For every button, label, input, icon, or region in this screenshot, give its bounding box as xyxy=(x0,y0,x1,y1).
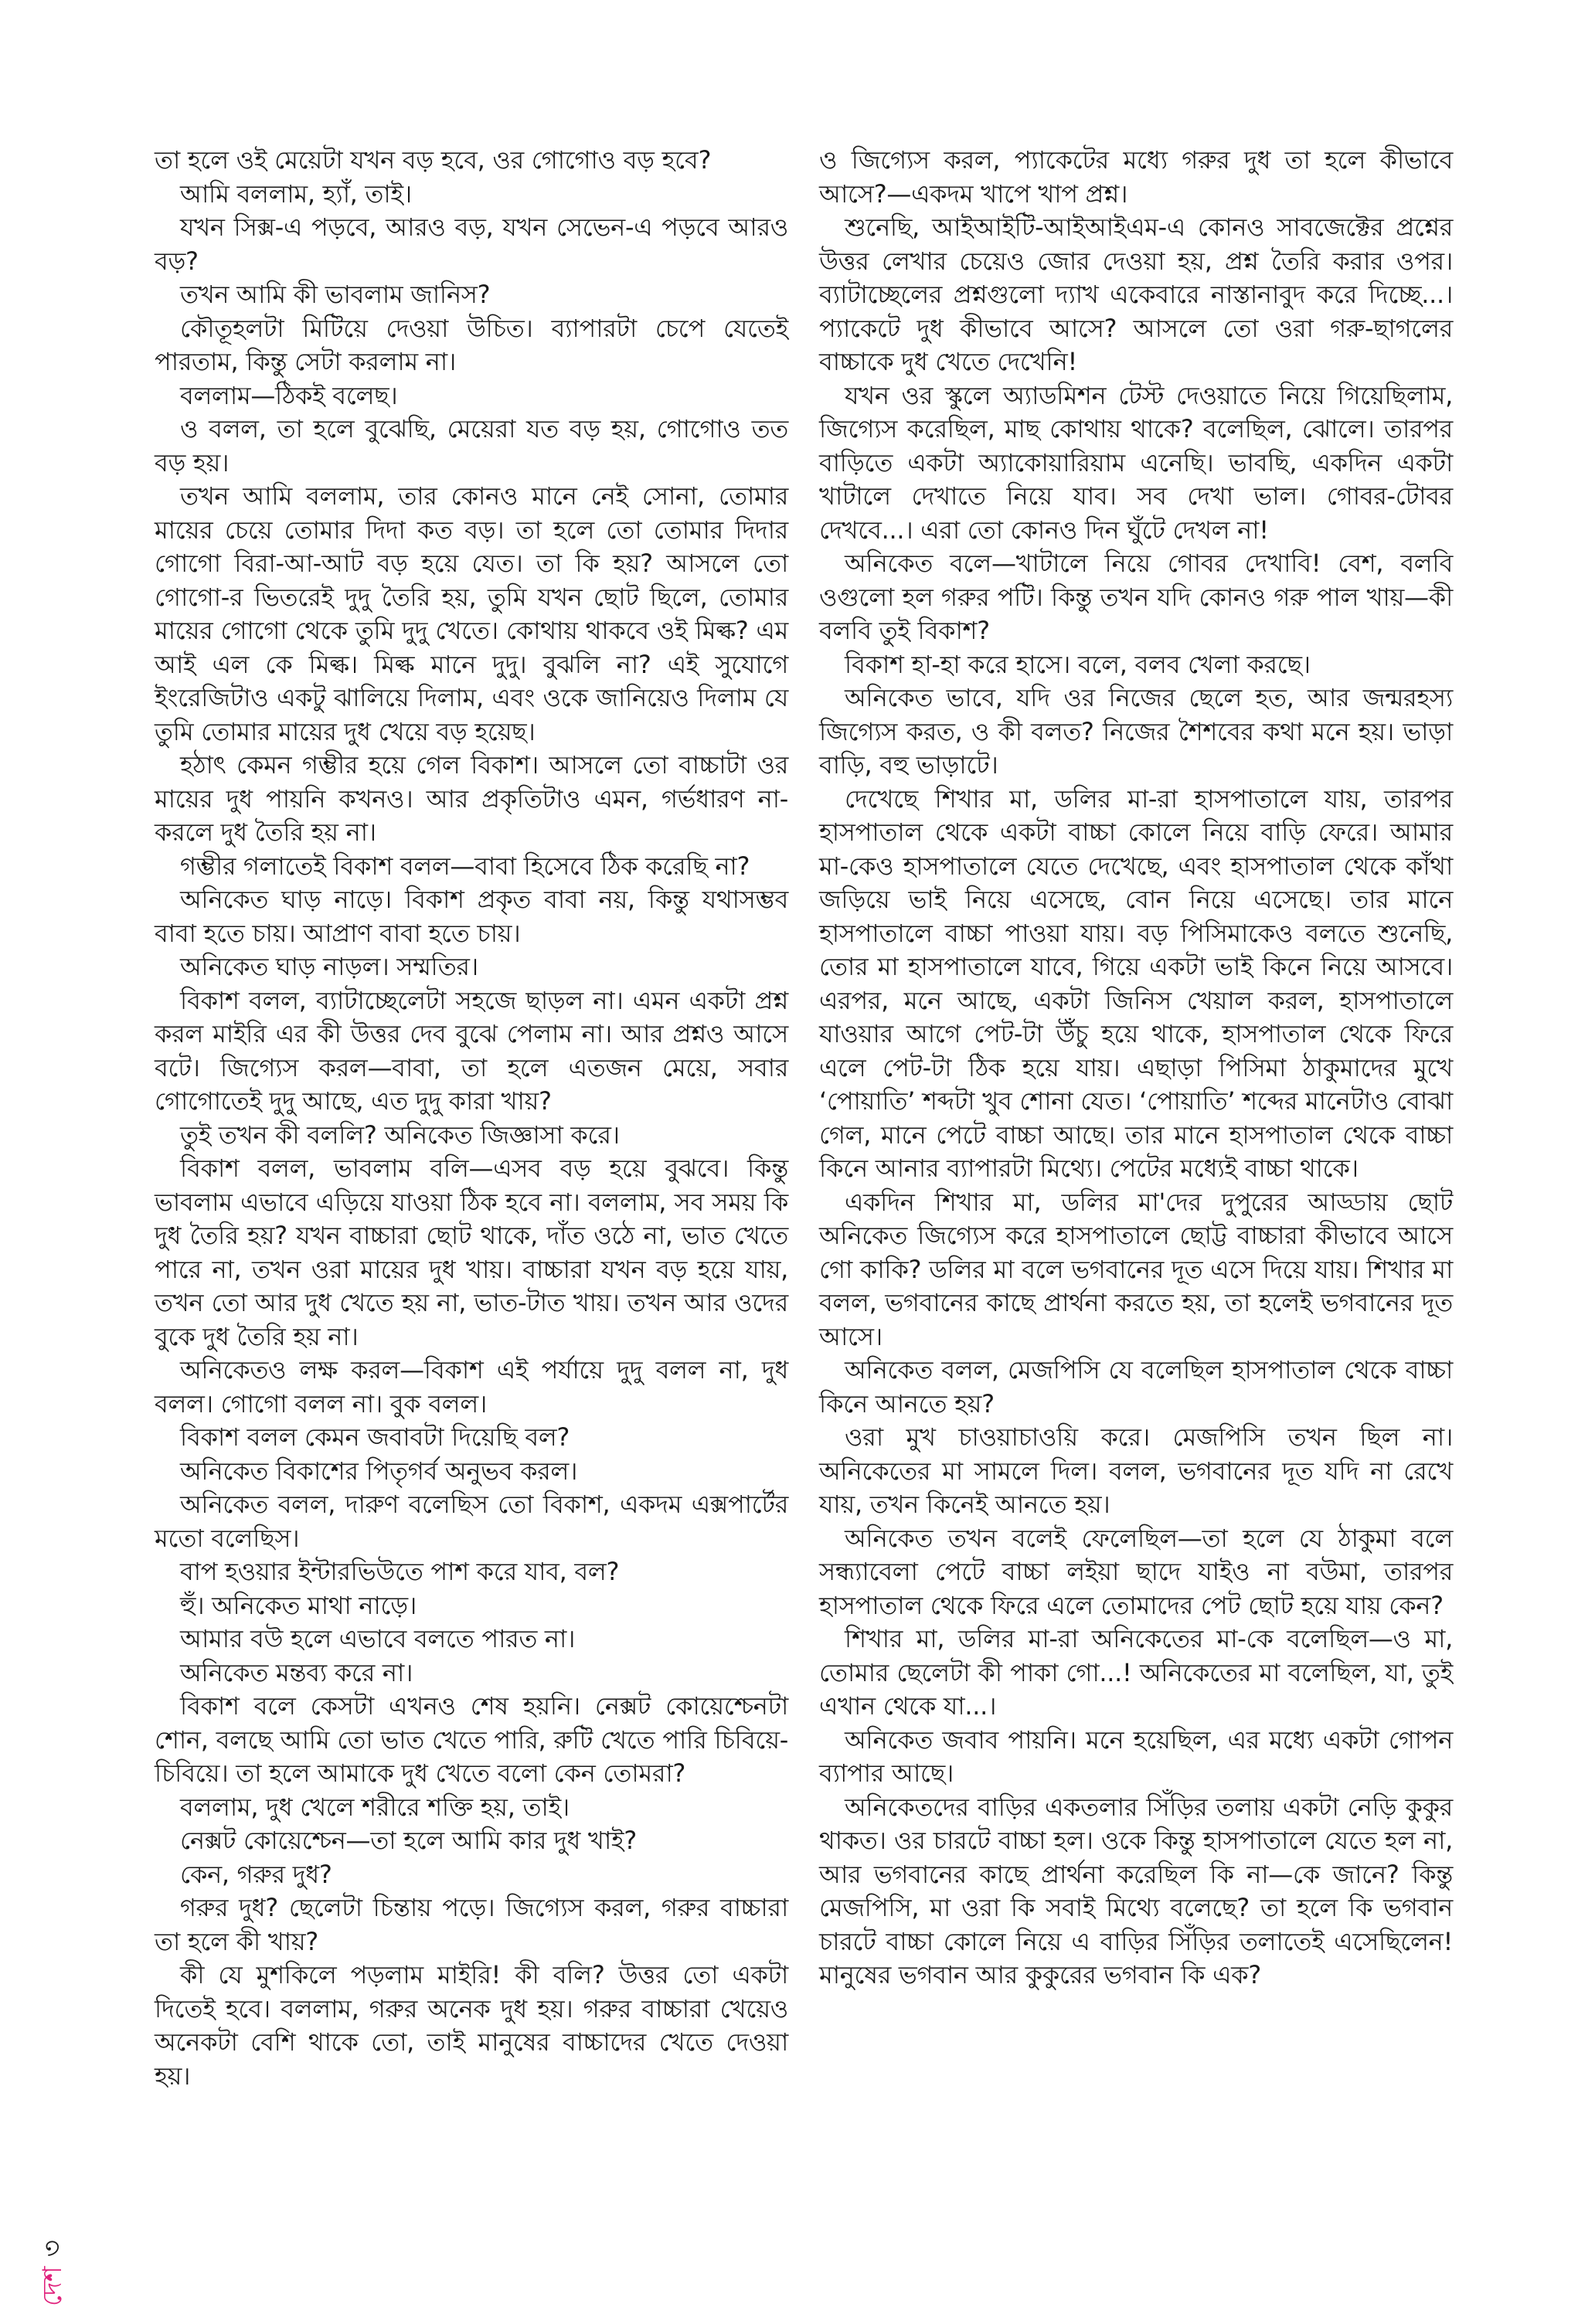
paragraph: গরুর দুধ? ছেলেটা চিন্তায় পড়ে। জিগ্যেস করল, গরুর বাচ্চারা তা হলে কী খায়? xyxy=(155,1893,788,1956)
paragraph: গম্ভীর গলাতেই বিকাশ বলল—বাবা হিসেবে ঠিক করেছি না? xyxy=(180,851,750,881)
paragraph: বললাম—ঠিকই বলেছ। xyxy=(180,380,398,410)
paragraph: বাপ হওয়ার ইন্টারভিউতে পাশ করে যাব, বল? xyxy=(180,1557,620,1586)
paragraph: বিকাশ হা-হা করে হাসে। বলে, বলব খেলা করছে। xyxy=(845,649,1311,679)
paragraph: অনিকেত ভাবে, যদি ওর নিজের ছেলে হত, আর জন্মরহস্য জিগ্যেস করত, ও কী বলত? নিজের শৈশবের কথা মনে হয়। ভাড়া বাড়ি, বহু ভাড়াটে। xyxy=(819,683,1453,780)
paragraph: অনিকেত বলে—খাটালে নিয়ে গোবর দেখাবি! বেশ, বলবি ওগুলো হল গরুর পটি। কিন্তু তখন যদি কোনও গরু পাল খায়—কী বলবি তুই বিকাশ? xyxy=(819,549,1453,645)
paragraph: বললাম, দুধ খেলে শরীরে শক্তি হয়, তাই। xyxy=(180,1792,570,1822)
paragraph: অনিকেত ঘাড় নাড়ে। বিকাশ প্রকৃত বাবা নয়, কিন্তু যথাসম্ভব বাবা হতে চায়। আপ্রাণ বাবা হতে চায়। xyxy=(155,885,788,948)
paragraph: কী যে মুশকিলে পড়লাম মাইরি! কী বলি? উত্তর তো একটা দিতেই হবে। বললাম, গরুর অনেক দুধ হয়। গরুর বাচ্চারা খেয়েও অনেকটা বেশি থাকে তো, তাই মানুষের বাচ্চাদের খেতে দেওয়া হয়। xyxy=(155,1960,788,2091)
paragraph: যখন ওর স্কুলে অ্যাডমিশন টেস্ট দেওয়াতে নিয়ে গিয়েছিলাম, জিগ্যেস করেছিল, মাছ কোথায় থাকে? বলেছিল, ঝোলে। তারপর বাড়িতে একটা অ্যাকোয়ারিয়াম এনেছি। ভাবছি, একদিন একটা খাটালে দেখাতে নিয়ে যাব। সব দেখা ভাল। গোবর-টোবর দেখবে...। এরা তো কোনও দিন ঘুঁটে দেখল না! xyxy=(819,380,1453,545)
left-text-column xyxy=(155,144,788,2093)
page-folio xyxy=(34,2074,71,2306)
paragraph: শুনেছি, আইআইটি-আইআইএম-এ কোনও সাবজেক্টের প্রশ্নের উত্তর লেখার চেয়েও জোর দেওয়া হয়, প্রশ্ন তৈরি করার ওপর। ব্যাটাচ্ছেলের প্রশ্নগুলো দ্যাখ একেবারে নাস্তানাবুদ করে দিচ্ছে...। প্যাকেটে দুধ কীভাবে আসে? আসলে তো ওরা গরু-ছাগলের বাচ্চাকে দুধ খেতে দেখেনি! xyxy=(819,212,1453,376)
paragraph: অনিকেতদের বাড়ির একতলার সিঁড়ির তলায় একটা নেড়ি কুকুর থাকত। ওর চারটে বাচ্চা হল। ওকে কিন্তু হাসপাতালে যেতে হল না, আর ভগবানের কাছে প্রার্থনা করেছিল কি না—কে জানে? কিন্তু মেজপিসি, মা ওরা কি সবাই মিথ্যে বলেছে? তা হলে কি ভগবান চারটে বাচ্চা কোলে নিয়ে এ বাড়ির সিঁড়ির তলাতেই এসেছিলেন! মানুষের ভগবান আর কুকুরের ভগবান কি এক? xyxy=(819,1792,1453,1989)
paragraph: বিকাশ বলল, ব্যাটাচ্ছেলেটা সহজে ছাড়ল না। এমন একটা প্রশ্ন করল মাইরি এর কী উত্তর দেব বুঝে পেলাম না। আর প্রশ্নও আসে বটে। জিগ্যেস করল—বাবা, তা হলে এতজন মেয়ে, সবার গোগোতেই দুদু আছে, এত দুদু কারা খায়? xyxy=(155,985,788,1116)
paragraph: তুই তখন কী বললি? অনিকেত জিজ্ঞাসা করে। xyxy=(180,1120,620,1150)
paragraph: অনিকেত জবাব পায়নি। মনে হয়েছিল, এর মধ্যে একটা গোপন ব্যাপার আছে। xyxy=(819,1724,1453,1788)
paragraph: ওরা মুখ চাওয়াচাওয়ি করে। মেজপিসি তখন ছিল না। অনিকেতের মা সামলে দিল। বলল, ভগবানের দূত যদি না রেখে যায়, তখন কিনেই আনতে হয়। xyxy=(819,1422,1453,1519)
paragraph: অনিকেত বলল, মেজপিসি যে বলেছিল হাসপাতাল থেকে বাচ্চা কিনে আনতে হয়? xyxy=(819,1355,1453,1419)
paragraph: দেখেছে শিখার মা, ডলির মা-রা হাসপাতালে যায়, তারপর হাসপাতাল থেকে একটা বাচ্চা কোলে নিয়ে বাড়ি ফেরে। আমার মা-কেও হাসপাতালে যেতে দেখেছে, এবং হাসপাতাল থেকে কাঁথা জড়িয়ে ভাই নিয়ে এসেছে, বোন নিয়ে এসেছে। তার মানে হাসপাতালে বাচ্চা পাওয়া যায়। বড় পিসিমাকেও বলতে শুনেছি, তোর মা হাসপাতালে যাবে, গিয়ে একটা ভাই কিনে নিয়ে আসবে। এরপর, মনে আছে, একটা জিনিস খেয়াল করল, হাসপাতালে যাওয়ার আগে পেট-টা উঁচু হয়ে থাকে, হাসপাতাল থেকে ফিরে এলে পেট-টা ঠিক হয়ে যায়। এছাড়া পিসিমা ঠাকুমাদের মুখে ‘পোয়াতি’ শব্দটা খুব শোনা যেত। ‘পোয়াতি’ শব্দের মানেটাও বোঝা গেল, মানে পেটে বাচ্চা আছে। তার মানে হাসপাতাল থেকে বাচ্চা কিনে আনার ব্যাপারটা মিথ্যে। পেটের মধ্যেই বাচ্চা থাকে। xyxy=(819,783,1453,1183)
paragraph: বিকাশ বলল, ভাবলাম বলি—এসব বড় হয়ে বুঝবে। কিন্তু ভাবলাম এভাবে এড়িয়ে যাওয়া ঠিক হবে না। বললাম, সব সময় কি দুধ তৈরি হয়? যখন বাচ্চারা ছোট থাকে, দাঁত ওঠে না, ভাত খেতে পারে না, তখন ওরা মায়ের দুধ খায়। বাচ্চারা যখন বড় হয়ে যায়, তখন তো আর দুধ খেতে হয় না, ভাত-টাত খায়। তখন আর ওদের বুকে দুধ তৈরি হয় না। xyxy=(155,1154,788,1351)
paragraph: অনিকেত ঘাড় নাড়ল। সম্মতির। xyxy=(180,952,478,981)
paragraph: যখন সিক্স-এ পড়বে, আরও বড়, যখন সেভেন-এ পড়বে আরও বড়? xyxy=(155,212,788,276)
paragraph: আমি বললাম, হ্যাঁ, তাই। xyxy=(180,178,412,209)
paragraph: কৌতূহলটা মিটিয়ে দেওয়া উচিত। ব্যাপারটা চেপে যেতেই পারতাম, কিন্তু সেটা করলাম না। xyxy=(155,313,788,376)
paragraph: ও জিগ্যেস করল, প্যাকেটের মধ্যে গরুর দুধ তা হলে কীভাবে আসে?—একদম খাপে খাপ প্রশ্ন। xyxy=(819,145,1453,209)
paragraph: একদিন শিখার মা, ডলির মা'দের দুপুরের আড্ডায় ছোট অনিকেত জিগ্যেস করে হাসপাতালে ছোট্ট বাচ্চারা কীভাবে আসে গো কাকি? ডলির মা বলে ভগবানের দূত এসে দিয়ে যায়। শিখার মা বলল, ভগবানের কাছে প্রার্থনা করতে হয়, তা হলেই ভগবানের দূত আসে। xyxy=(819,1187,1453,1351)
paragraph: শিখার মা, ডলির মা-রা অনিকেতের মা-কে বলেছিল—ও মা, তোমার ছেলেটা কী পাকা গো...! অনিকেতের মা বলেছিল, যা, তুই এখান থেকে যা...। xyxy=(819,1624,1453,1721)
paragraph: তখন আমি কী ভাবলাম জানিস? xyxy=(180,280,491,309)
paragraph: কেন, গরুর দুধ? xyxy=(180,1859,332,1889)
folio-magazine-name: দেশ xyxy=(37,2266,68,2306)
paragraph: ও বলল, তা হলে বুঝেছি, মেয়েরা যত বড় হয়, গোগোও তত বড় হয়। xyxy=(155,414,788,477)
paragraph: অনিকেত বিকাশের পিতৃগর্ব অনুভব করল। xyxy=(180,1456,578,1486)
paragraph: অনিকেত বলল, দারুণ বলেছিস তো বিকাশ, একদম এক্সপার্টের মতো বলেছিস। xyxy=(155,1490,788,1553)
paragraph: তখন আমি বললাম, তার কোনও মানে নেই সোনা, তোমার মায়ের চেয়ে তোমার দিদা কত বড়। তা হলে তো তোমার দিদার গোগো বিরা-আ-আট বড় হয়ে যেত। তা কি হয়? আসলে তো গোগো-র ভিতরেই দুদু তৈরি হয়, তুমি যখন ছোট ছিলে, তোমার মায়ের গোগো থেকে তুমি দুদু খেতে। কোথায় থাকবে ওই মিল্ক? এম আই এল কে মিল্ক। মিল্ক মানে দুদু। বুঝলি না? এই সুযোগে ইংরেজিটাও একটু ঝালিয়ে দিলাম, এবং ওকে জানিয়েও দিলাম যে তুমি তোমার মায়ের দুধ খেয়ে বড় হয়েছ। xyxy=(155,481,788,746)
paragraph: অনিকেতও লক্ষ করল—বিকাশ এই পর্যায়ে দুদু বলল না, দুধ বলল। গোগো বলল না। বুক বলল। xyxy=(155,1355,788,1419)
right-text-column xyxy=(819,144,1453,1993)
paragraph: নেক্সট কোয়েশ্চেন—তা হলে আমি কার দুধ খাই? xyxy=(180,1826,637,1855)
paragraph: হঠাৎ কেমন গম্ভীর হয়ে গেল বিকাশ। আসলে তো বাচ্চাটা ওর মায়ের দুধ পায়নি কখনও। আর প্রকৃতিটাও এমন, গর্ভধারণ না-করলে দুধ তৈরি হয় না। xyxy=(155,750,788,847)
paragraph: আমার বউ হলে এভাবে বলতে পারত না। xyxy=(180,1624,576,1653)
folio-page-number: ৩ xyxy=(37,2240,68,2258)
paragraph: অনিকেত মন্তব্য করে না। xyxy=(180,1657,413,1687)
paragraph: অনিকেত তখন বলেই ফেলেছিল—তা হলে যে ঠাকুমা বলে সন্ধ্যাবেলা পেটে বাচ্চা লইয়া ছাদে যাইও না বউমা, তারপর হাসপাতাল থেকে ফিরে এলে তোমাদের পেট ছোট হয়ে যায় কেন? xyxy=(819,1523,1453,1620)
paragraph: বিকাশ বলে কেসটা এখনও শেষ হয়নি। নেক্সট কোয়েশ্চেনটা শোন, বলছে আমি তো ভাত খেতে পারি, রুটি খেতে পারি চিবিয়ে-চিবিয়ে। তা হলে আমাকে দুধ খেতে বলো কেন তোমরা? xyxy=(155,1691,788,1788)
paragraph: তা হলে ওই মেয়েটা যখন বড় হবে, ওর গোগোও বড় হবে? xyxy=(155,145,712,175)
paragraph: হুঁ। অনিকেত মাথা নাড়ে। xyxy=(180,1590,417,1620)
paragraph: বিকাশ বলল কেমন জবাবটা দিয়েছি বল? xyxy=(180,1422,570,1452)
